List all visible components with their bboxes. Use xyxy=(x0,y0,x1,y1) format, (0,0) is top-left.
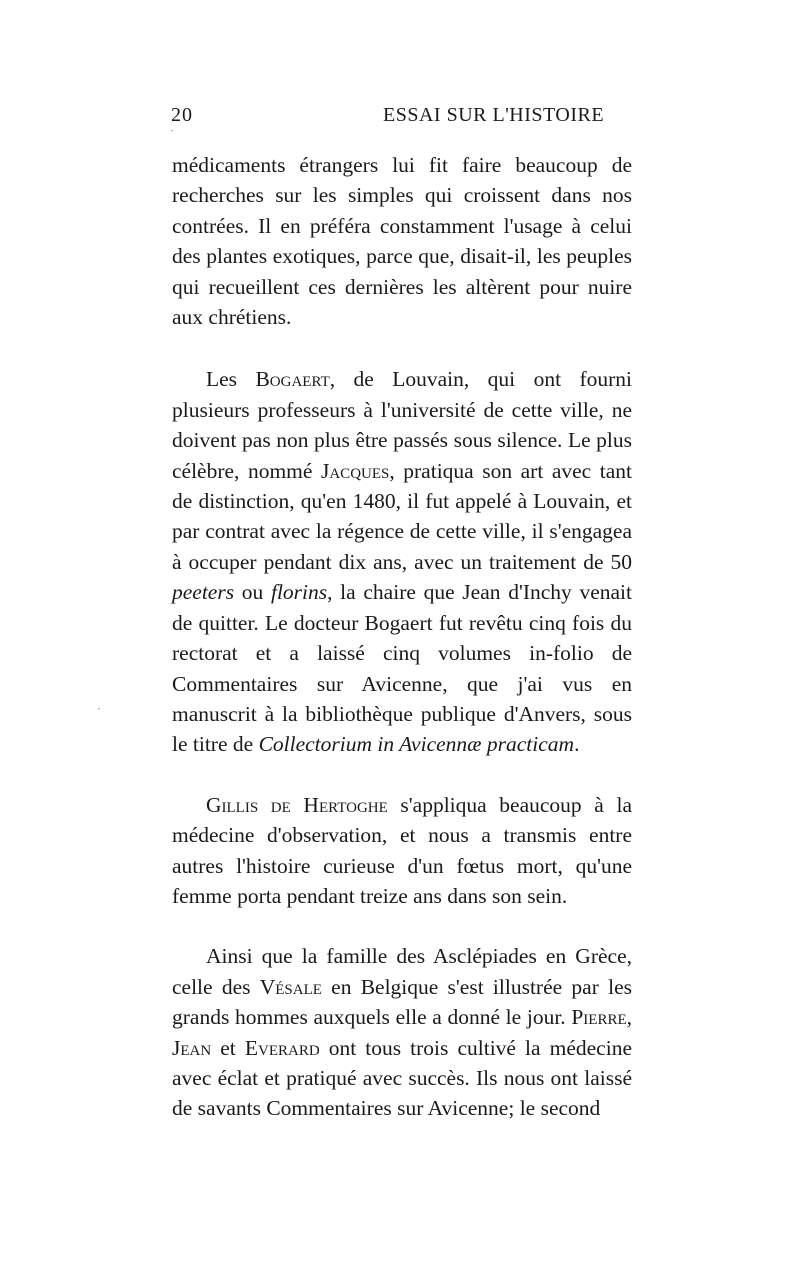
paragraph-2-text-d: ou xyxy=(234,580,271,605)
running-title: ESSAI SUR L'HISTOIRE xyxy=(383,104,605,126)
person-name-everard: Everard xyxy=(244,1035,320,1060)
paragraph-4-text-b: en Belgique s'est illustrée par les grands hommes auxquels elle a donné le jour. xyxy=(172,974,632,1030)
page-number: 20 xyxy=(171,104,193,126)
paper-speck: · xyxy=(97,702,101,716)
paragraph-4-text-e: ont tous trois cultivé la médecine avec éclat et pratiqué avec succès. Ils nous ont laissé de savants Commentaires sur Avicenne; le second xyxy=(172,1035,632,1121)
person-name-bogaert: Bogaert xyxy=(255,367,330,392)
paragraph-2-text-f: . xyxy=(574,732,580,757)
person-name-vesale: Vésale xyxy=(259,974,322,999)
person-name-pierre: Pierre xyxy=(571,1005,627,1030)
paragraph-4 xyxy=(172,941,632,1123)
person-name-gillis-de-hertoghe: Gillis de Hertoghe xyxy=(206,792,388,817)
person-name-jean: Jean xyxy=(172,1035,212,1060)
book-title: Collectorium in Avicennæ practicam xyxy=(258,732,575,757)
paragraph-1-text: médicaments étrangers lui fit faire beaucoup de recherches sur les simples qui croissent dans nos contrées. Il en préféra constamment l'usage à celui des plantes exotiques, parce que, disait-il, les peuples qui recueillent ces dernières les altèrent pour nuire aux chrétiens. xyxy=(172,153,632,330)
paragraph-2-text-b: , de Louvain, qui ont fourni plusieurs professeurs à l'université de cette ville, ne doivent pas non plus être passés sous silence. Le plus célèbre, nommé xyxy=(172,367,633,483)
paragraph-2-text-c: , pratiqua son art avec tant de distinction, qu'en 1480, il fut appelé à Louvain, et par contrat avec la régence de cette ville, il s'engagea à occuper pendant dix ans, avec un traitement de 50 xyxy=(172,458,632,574)
paragraph-4-text-d: et xyxy=(211,1035,245,1060)
paragraph-2 xyxy=(172,364,632,759)
page-header xyxy=(0,104,800,134)
term-peeters: peeters xyxy=(172,580,235,605)
term-florins: florins xyxy=(270,580,328,605)
paragraph-2-text-e: , la chaire que Jean d'Inchy venait de quitter. Le docteur Bogaert fut revêtu cinq fois du rectorat et a laissé cinq volumes in-folio de Commentaires sur Avicenne, que j'ai vus en manuscrit à la bibliothèque publique d'Anvers, sous le titre de xyxy=(172,580,632,757)
person-name-jacques: Jacques xyxy=(320,458,390,483)
body-text xyxy=(172,150,632,1154)
paper-speck: · xyxy=(170,124,174,138)
paragraph-2-text-a: Les xyxy=(206,367,256,392)
paragraph-4-text-c: , xyxy=(626,1005,632,1030)
paragraph-3-text: s'appliqua beaucoup à la médecine d'observation, et nous a transmis entre autres l'histoire curieuse d'un fœtus mort, qu'une femme porta pendant treize ans dans son sein. xyxy=(172,792,632,908)
paragraph-4-text-a: Ainsi que la famille des Asclépiades en Grèce, celle des xyxy=(172,944,632,999)
paragraph-3 xyxy=(172,790,632,912)
paragraph-1 xyxy=(172,150,632,332)
